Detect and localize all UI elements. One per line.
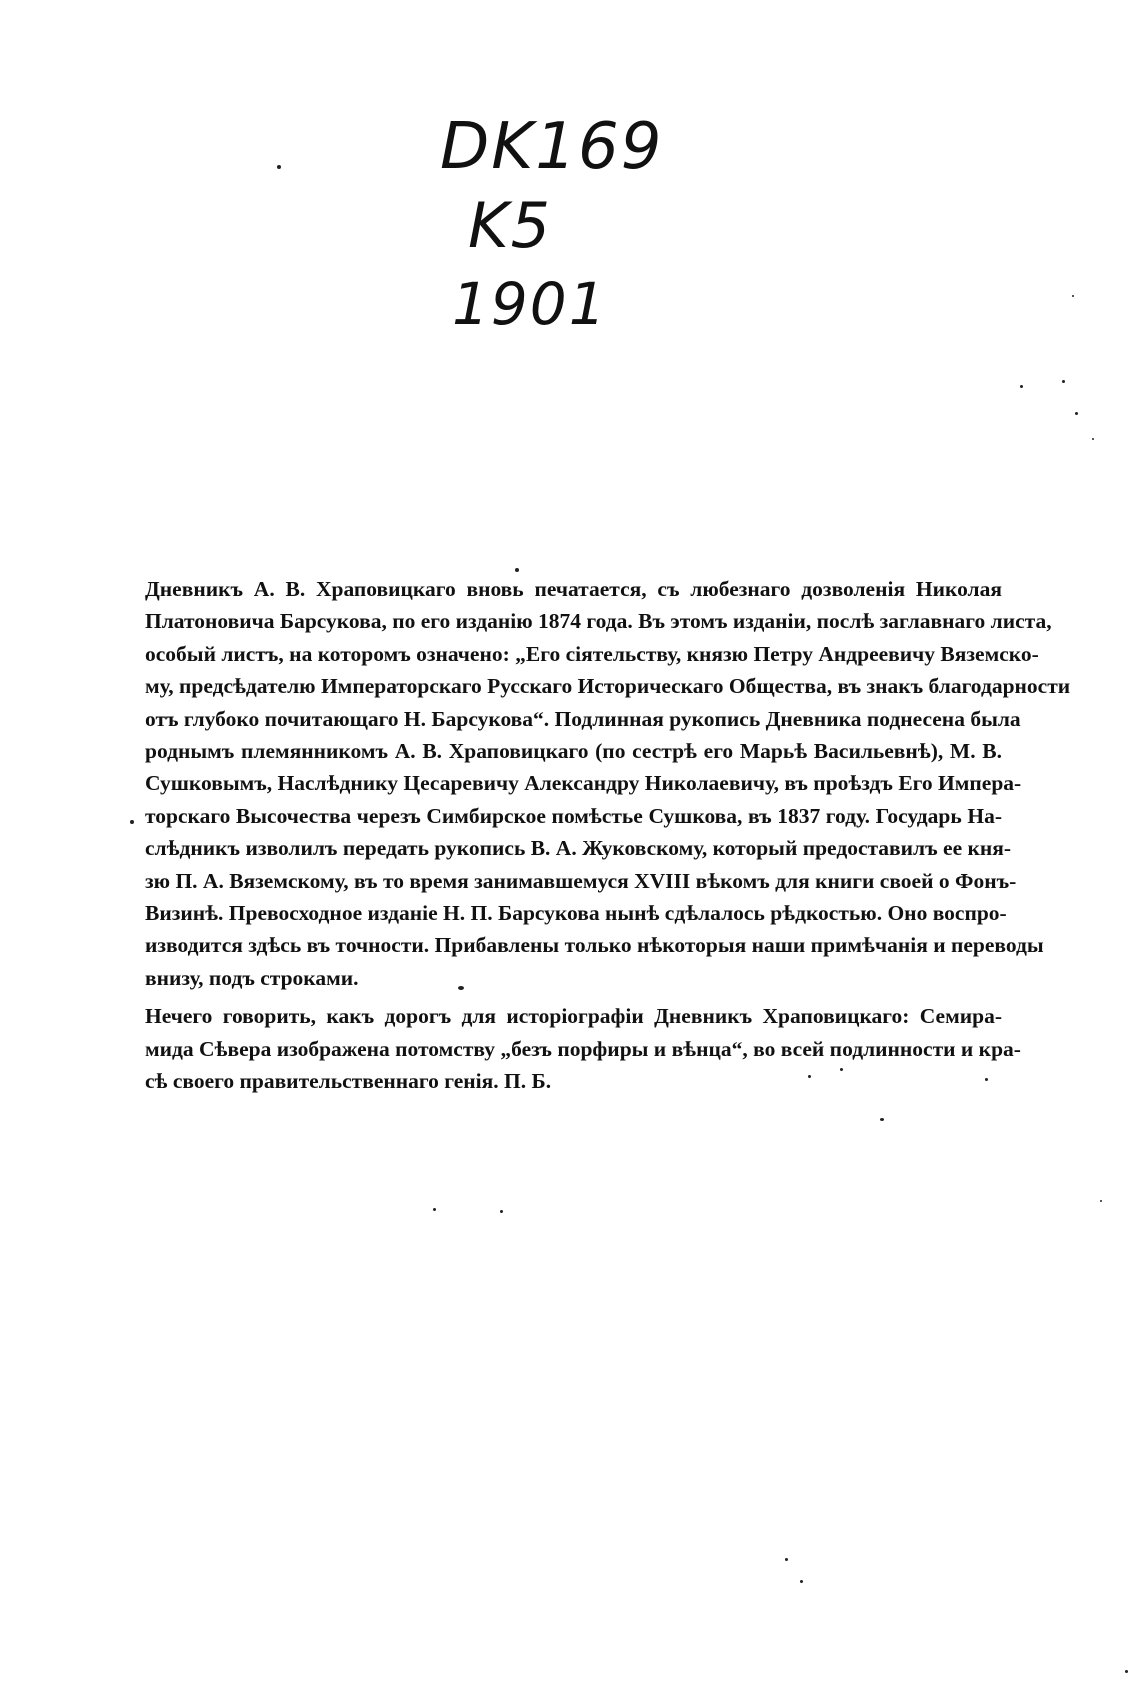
text-line: отъ глубоко почитающаго Н. Барсукова“. Подлинная рукопись Дневника поднесена была <box>145 706 1021 731</box>
scan-speck <box>1062 380 1065 383</box>
paragraph-2 <box>145 1000 1021 1097</box>
text-line: Визинѣ. Превосходное изданіе Н. П. Барсукова нынѣ сдѣлалось рѣдкостью. Оно воспро- <box>145 901 1007 926</box>
scan-speck <box>985 1078 988 1081</box>
text-line: торскаго Высочества черезъ Симбирское помѣстье Сушкова, въ 1837 году. Государь На- <box>145 803 1002 828</box>
text-line: особый листъ, на которомъ означено: „Его сіятельству, князю Петру Андреевичу Вяземско- <box>145 641 1039 666</box>
scan-speck <box>1075 412 1078 415</box>
text-line: Сушковымъ, Наслѣднику Цесаревичу Александру Николаевичу, въ проѣздъ Его Импера- <box>145 771 1022 796</box>
scan-speck <box>433 1208 436 1211</box>
scan-speck <box>880 1118 884 1121</box>
text-line: внизу, подъ строками. <box>145 965 359 990</box>
call-number-line-2: K5 <box>468 189 553 262</box>
scan-speck <box>1092 438 1094 440</box>
scan-speck <box>840 1068 843 1071</box>
text-line: Дневникъ А. В. Храповицкаго вновь печатается, съ любезнаго дозволенія Николая <box>145 577 1002 601</box>
text-line: роднымъ племянникомъ А. В. Храповицкаго (по сестрѣ его Марьѣ Васильевнѣ), М. В. <box>145 739 1002 764</box>
scan-speck <box>1020 385 1023 388</box>
scan-speck <box>1125 1670 1128 1673</box>
text-line: му, предсѣдателю Императорскаго Русскаго Историческаго Общества, въ знакъ благодарности <box>145 674 1071 699</box>
text-line: слѣдникъ изволилъ передать рукопись В. А. Жуковскому, который предоставилъ ее кня- <box>145 836 1012 861</box>
text-line: зю П. А. Вяземскому, въ то время занимавшемуся XVIII вѣкомъ для книги своей о Фонъ- <box>145 868 1017 893</box>
text-line: изводится здѣсь въ точности. Прибавлены только нѣкоторыя наши примѣчанія и переводы <box>145 933 1044 958</box>
scan-speck <box>1072 295 1074 297</box>
scan-speck <box>500 1210 503 1213</box>
call-number-year: 1901 <box>452 270 608 338</box>
text-line: мида Сѣвера изображена потомству „безъ порфиры и вѣнца“, во всей подлинности и кра- <box>145 1036 1021 1061</box>
scan-speck <box>800 1580 803 1583</box>
preface-text <box>145 573 1071 1098</box>
text-line: Платоновича Барсукова, по его изданію 1874 года. Въ этомъ изданіи, послѣ заглавнаго листа, <box>145 609 1052 634</box>
paragraph-1 <box>145 573 1071 994</box>
call-number-line-1: DK169 <box>440 110 664 184</box>
scan-speck <box>277 165 281 169</box>
text-line: Нечего говорить, какъ дорогъ для исторіографіи Дневникъ Храповицкаго: Семира- <box>145 1004 1002 1029</box>
scan-speck <box>808 1075 811 1078</box>
scan-speck <box>130 820 134 824</box>
scan-speck <box>1100 1200 1102 1202</box>
scan-speck <box>458 986 464 990</box>
scan-speck <box>785 1558 788 1561</box>
text-line: сѣ своего правительственнаго генія. П. Б. <box>145 1069 552 1094</box>
scan-speck <box>515 568 519 572</box>
